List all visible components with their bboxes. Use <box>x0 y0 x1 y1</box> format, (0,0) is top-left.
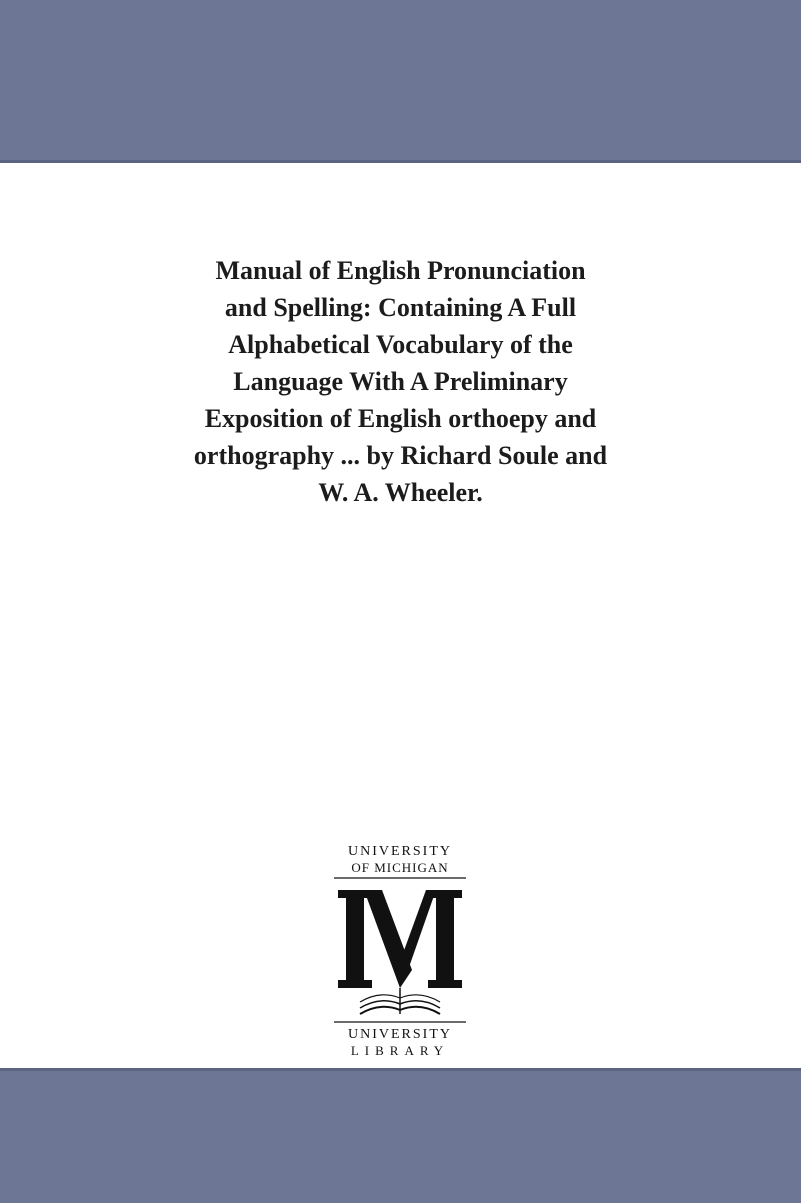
logo-text-of-michigan: OF MICHIGAN <box>351 860 449 875</box>
book-title: Manual of English Pronunciation and Spelling: Containing A Full Alphabetical Vocabulary of the Language With A Preliminary Exposition of English orthoepy and orthography ... by Richard Soule and W. A. Wheeler. <box>193 256 608 507</box>
logo-graphic <box>330 838 470 1058</box>
logo-text-university-2: UNIVERSITY <box>348 1027 452 1042</box>
bottom-color-band <box>0 1068 801 1203</box>
top-color-band <box>0 0 801 163</box>
logo-text-university: UNIVERSITY <box>348 844 452 859</box>
logo-text-library: LIBRARY <box>350 1043 450 1058</box>
block-m-icon <box>338 890 462 1014</box>
university-of-michigan-library-logo <box>330 838 470 1058</box>
